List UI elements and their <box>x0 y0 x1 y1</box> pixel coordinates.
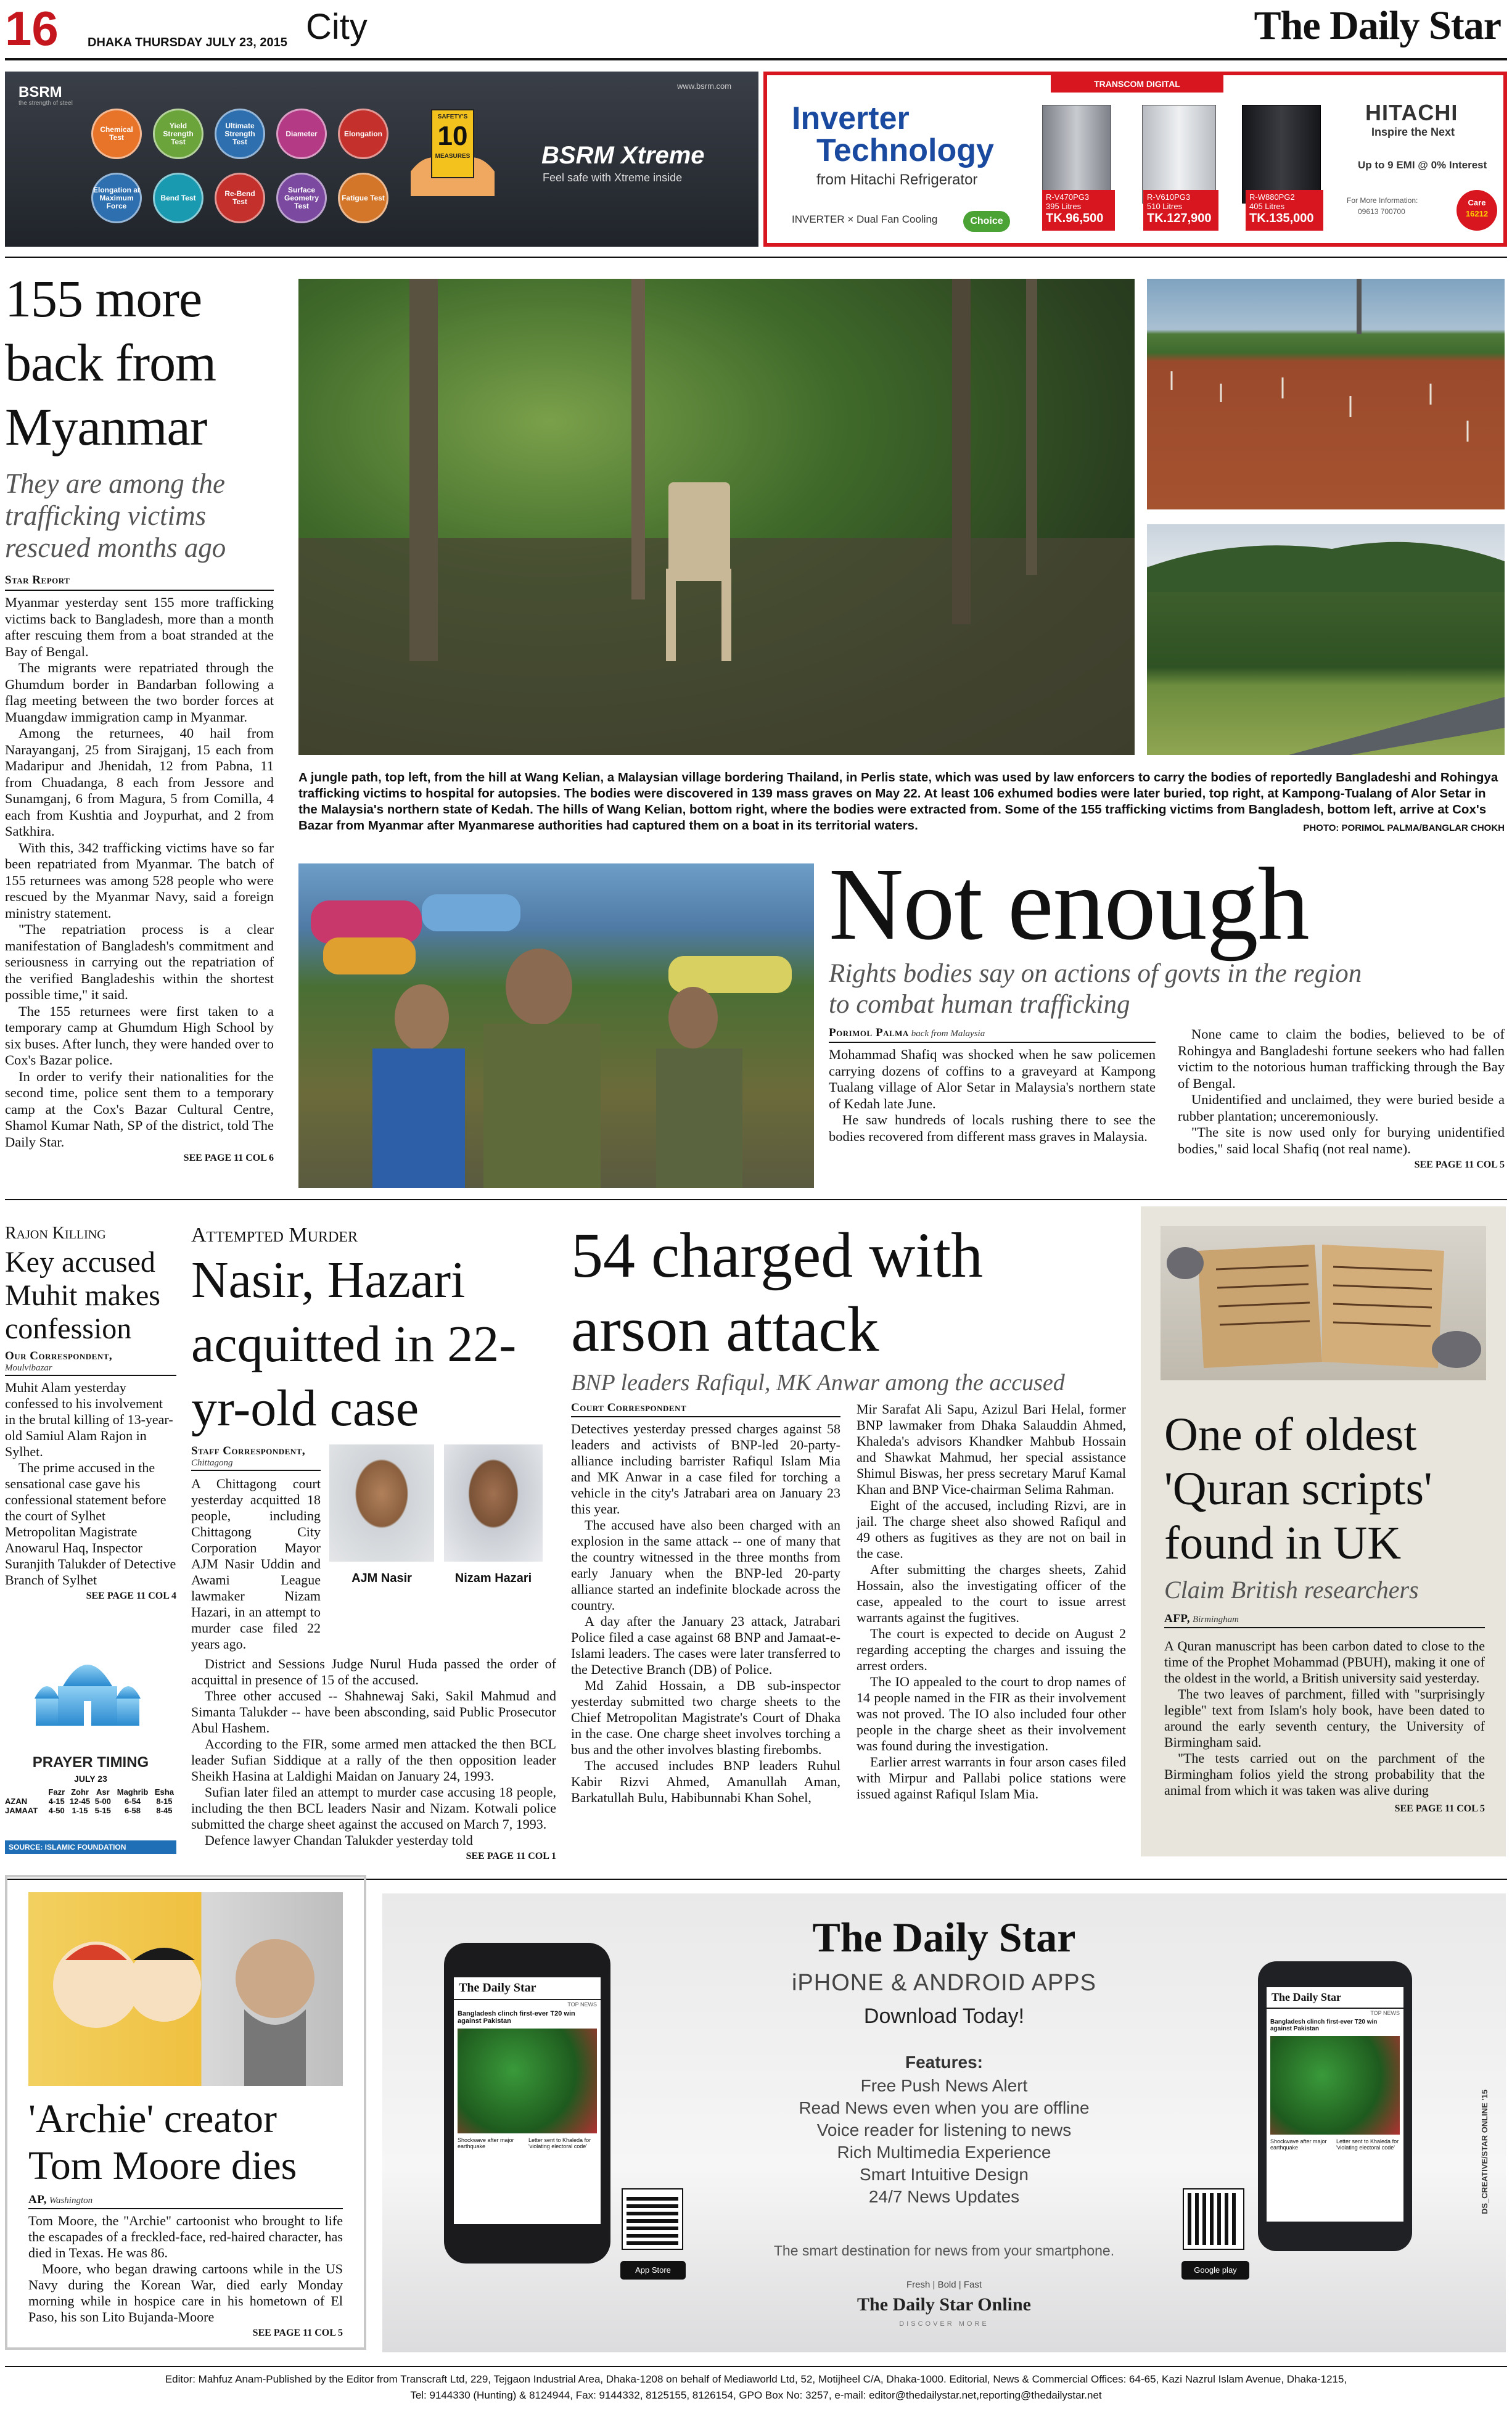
app-store-badge[interactable]: App Store <box>620 2261 686 2280</box>
prayer-date: JULY 23 <box>74 1774 107 1784</box>
headline: Nasir, Hazari acquitted in 22-yr-old case <box>191 1251 517 1437</box>
feature-item: Free Push News Alert <box>860 2076 1028 2095</box>
header-rule <box>5 58 1507 60</box>
prayer-header-cell: Fazr <box>48 1787 65 1797</box>
paragraph: A day after the January 23 attack, Jatrabari Police filed a case against 68 BNP and Jamaat-e-Islami leaders. The cases were later transferred to the Detective Branch (DB) of Police. <box>571 1613 840 1677</box>
prayer-cell: 4-15 <box>48 1797 65 1806</box>
hitachi-subtitle: from Hitachi Refrigerator <box>816 171 978 188</box>
photo-credit: PHOTO: PORIMOL PALMA/BANGLAR CHOKH <box>1303 823 1505 833</box>
price-value: TK.127,900 <box>1147 212 1212 225</box>
byline: AP, <box>28 2193 47 2206</box>
phone-masthead: The Daily Star <box>454 1977 601 2000</box>
hitachi-title-2: Technology <box>816 133 994 168</box>
article-body <box>191 1476 321 1652</box>
article-body <box>1164 1638 1485 1817</box>
paragraph: District and Sessions Judge Nurul Huda passed the order of acquittal in presence of 15 of the accused. <box>191 1656 556 1687</box>
paragraph: Mir Sarafat Ali Sapu, Azizul Bari Helal, former BNP lawmaker from Dhaka Salauddin Ahmed, Khaleda's advisors Khandker Mahbub Hossain and Shawkat Mahmud, her special assistance Shimul Biswas, her press secretary Maruf Kamal Khan and BNP Vice-chairman Selima Rahman. <box>857 1401 1126 1497</box>
feature-item: Smart Intuitive Design <box>860 2165 1029 2184</box>
dateline: Moulvibazar <box>5 1363 52 1373</box>
paragraph: He saw hundreds of locals rushing there to see the bodies recovered from different mass graves in Malaysia. <box>829 1112 1156 1144</box>
price-tag <box>1042 190 1115 231</box>
paragraph: The two leaves of parchment, filled with "surprisingly legible" text from Islam's holy book, have been dated to around the early seventh century, the University of Birmingham said. <box>1164 1686 1485 1750</box>
paragraph: Among the returnees, 40 hail from Narayanganj, 25 from Sirajganj, 15 each from Madaripur and Jhenidah, 12 from Pabna, 11 from Chuadanga, 8 each from Jessore and Sunamganj, 6 from Magura, 5 from Comilla, 4 each from Kushtia and Joypurhat, and 2 from Satkhira. <box>5 725 274 839</box>
dateline: Chittagong <box>191 1458 233 1468</box>
paragraph: Defence lawyer Chandan Talukder yesterday told <box>205 1832 473 1848</box>
photo-burial-site <box>1147 279 1505 509</box>
paragraph: Md Zahid Hossain, a DB sub-inspector yesterday submitted two charge sheets to the Chief Metropolitan Magistrate's Court of Dhaka in the case. One charge sheet involves torching a bus and the other involves blasting firebombs. <box>571 1678 840 1757</box>
paragraph: In order to verify their nationalities for the second time, police sent them to a temporary camp at the Cox's Bazar Cultural Centre, Shamol Kumar Nath, SP of the district, told The Daily Star. <box>5 1068 274 1150</box>
headline: 'Archie' creator Tom Moore dies <box>28 2096 297 2188</box>
portrait-nasir <box>329 1444 434 1562</box>
ad-daily-star-apps[interactable] <box>382 1893 1506 2352</box>
byline: Court Correspondent <box>571 1401 840 1417</box>
phone-top-news: TOP NEWS <box>567 2001 597 2008</box>
hitachi-emi: Up to 9 EMI @ 0% Interest <box>1358 159 1487 171</box>
see-page-link[interactable]: SEE PAGE 11 COL 1 <box>466 1851 556 1861</box>
paragraph: A Chittagong court yesterday acquitted 18 people, including Chittagong City Corporation Mayor AJM Nasir Uddin and Awami League lawmaker Nizam Hazari, in an attempt to murder case filed 22 years ago. <box>191 1476 321 1652</box>
fridge-3 <box>1242 105 1321 204</box>
dateline: Washington <box>49 2196 93 2206</box>
paragraph: With this, 342 trafficking victims have so far been repatriated from Myanmar. The batch of 155 returnees was among 528 people who were rescued by the Myanmar Navy, said a foreign ministry statement. <box>5 839 274 921</box>
see-page-link[interactable]: SEE PAGE 11 COL 6 <box>183 1153 274 1163</box>
phone-headline: Bangladesh clinch first-ever T20 win against Pakistan <box>1270 2019 1378 2032</box>
story-not-enough <box>829 847 1505 1190</box>
story-nasir <box>191 1224 556 1865</box>
byline-wrap <box>829 1026 1156 1043</box>
headline: Not enough <box>829 847 1309 962</box>
safety-sub: MEASURES <box>435 153 470 160</box>
prayer-timing <box>5 1637 176 1859</box>
transcom-brand: TRANSCOM DIGITAL <box>1051 75 1223 93</box>
paragraph: "The site is now used only for burying unidentified bodies," said local Shafiq (not real name). <box>1178 1124 1505 1156</box>
prayer-source: SOURCE: ISLAMIC FOUNDATION <box>5 1840 176 1854</box>
headline: One of oldest 'Quran scripts' found in UK <box>1164 1409 1432 1569</box>
prayer-cell: JAMAAT <box>5 1806 38 1815</box>
care-label: Care <box>1468 198 1486 207</box>
price-value: TK.96,500 <box>1046 212 1104 225</box>
article-body <box>191 1656 556 1848</box>
paragraph: Myanmar yesterday sent 155 more trafficking victims back to Bangladesh, more than a month after rescuing them from a boat stranded at the Bay of Bengal. <box>5 595 274 659</box>
phone-android-mockup <box>1258 1961 1412 2251</box>
ad-fresh-line: Fresh | Bold | Fast <box>906 2280 982 2290</box>
see-page-link[interactable]: SEE PAGE 11 COL 5 <box>1414 1160 1505 1170</box>
phone-top-news: TOP NEWS <box>1370 2010 1400 2016</box>
eco-badge: Choice <box>963 211 1010 232</box>
prayer-row <box>5 1806 176 1815</box>
paragraph: Muhit Alam yesterday confessed to his involvement in the brutal killing of 13-year-old Samiul Alam Rajon in Sylhet. <box>5 1380 173 1459</box>
byline: AFP, <box>1164 1612 1190 1625</box>
paragraph: A Quran manuscript has been carbon dated to close to the time of the Prophet Mohammad (PBUH), making it one of the oldest in the world, a British university said yesterday. <box>1164 1638 1485 1686</box>
fridge-1 <box>1042 105 1111 204</box>
test-badge: Diameter <box>276 109 327 159</box>
hitachi-feature: INVERTER × Dual Fan Cooling <box>792 213 938 225</box>
paragraph: Earlier arrest warrants in four arson cases filed with Mirpur and Pallabi police stations were issued against Rafiqul Islam Mia. <box>857 1754 1126 1802</box>
google-play-badge[interactable]: Google play <box>1181 2261 1249 2280</box>
bsrm-logo: BSRM <box>18 84 62 101</box>
price-litres: 510 Litres <box>1147 202 1183 211</box>
photo-archie-comic <box>28 1892 343 2086</box>
see-page-link[interactable]: SEE PAGE 11 COL 5 <box>252 2328 343 2338</box>
test-badge: Ultimate Strength Test <box>215 109 265 159</box>
subhead: BNP leaders Rafiqul, MK Anwar among the accused <box>571 1370 1065 1396</box>
paragraph: The migrants were repatriated through the Ghumdum border in Bandarban following a flag meeting between the two border forces at Muangdaw immigration camp in Myanmar. <box>5 660 274 725</box>
hitachi-brand-tag: Inspire the Next <box>1371 126 1455 138</box>
price-tag <box>1246 190 1323 231</box>
kicker: Attempted Murder <box>191 1224 358 1246</box>
paragraph: Unidentified and unclaimed, they were buried beside a rubber plantation; unceremoniously. <box>1178 1092 1505 1124</box>
paragraph: Sufian later filed an attempt to murder case accusing 18 people, including the then BCL leaders Nasir and Nizam. Kotwali police submitted the charge sheet against the accused on March 7, 1993. <box>191 1784 556 1832</box>
price-tag <box>1143 190 1218 231</box>
prayer-header-cell: Asr <box>96 1787 110 1797</box>
footer-contact: Tel: 9144330 (Hunting) & 8124944, Fax: 9144332, 8125155, 8126154, GPO Box No: 3257, e-mail: editor@thedailystar.net,reporting@thedailystar.net <box>410 2389 1102 2401</box>
article-body <box>5 595 274 1150</box>
hitachi-info-label: For More Information: <box>1347 196 1418 205</box>
ad-hitachi[interactable] <box>763 72 1507 247</box>
prayer-header-cell: Esha <box>154 1787 174 1797</box>
mid-rule <box>5 1199 1507 1200</box>
test-badge: Re-Bend Test <box>215 173 265 223</box>
price-litres: 405 Litres <box>1249 202 1285 211</box>
test-badge: Chemical Test <box>91 109 142 159</box>
feature-item: Voice reader for listening to news <box>816 2120 1072 2140</box>
feature-item: Read News even when you are offline <box>799 2098 1090 2117</box>
paragraph: Moore, who began drawing cartoons while in the US Navy during the Korean War, died early Monday morning while in hospice care in his hometown of El Paso, his son Lito Bujanda-Moore <box>28 2261 343 2325</box>
photo-wang-kelian-hills <box>1147 524 1505 755</box>
hitachi-title-1: Inverter <box>792 101 910 136</box>
hitachi-info-phone: 09613 700700 <box>1358 207 1405 216</box>
bsrm-tagline: Feel safe with Xtreme inside <box>543 171 683 184</box>
byline: Porimol Palma <box>829 1026 909 1039</box>
prayer-cell: 12-45 <box>69 1797 91 1806</box>
paragraph: The IO appealed to the court to drop names of 14 people named in the FIR as their involvement was not proved. The IO also included four other people in the charge sheet as their involvement was found during the investigation. <box>857 1674 1126 1753</box>
footer-imprint: Editor: Mahfuz Anam-Published by the Editor from Transcraft Ltd, 229, Tejgaon Industrial Area, Dhaka-1208 on behalf of Mediaworld Ltd, 52, Motijheel C/A, Dhaka-1000. Editorial, News & Commercial Offices: 64-65, Kazi Nazrul Islam Avenue, Dhaka-1215, <box>165 2373 1347 2385</box>
headline: 54 charged with arson attack <box>571 1220 984 1365</box>
byline: Staff Correspondent, <box>191 1444 306 1457</box>
safety-title: SAFETY'S <box>437 113 468 120</box>
test-badge: Elongation <box>338 109 388 159</box>
article-body <box>829 1047 1156 1145</box>
article-body <box>28 2213 343 2325</box>
subhead: They are among the trafficking victims rescued months ago <box>5 468 226 563</box>
paragraph: After submitting the charges sheets, Zahid Hossain, also the investigating officer of the case, appealed to the court to issue arrest warrants against the fugitives. <box>857 1562 1126 1625</box>
prayer-cell: 6-58 <box>125 1806 141 1815</box>
prayer-header-row <box>5 1787 176 1797</box>
ad-online: The Daily Star Online <box>857 2294 1031 2315</box>
date-line: DHAKA THURSDAY JULY 23, 2015 <box>88 36 287 49</box>
byline: Star Report <box>5 574 274 591</box>
care-badge <box>1457 190 1497 231</box>
feature-item: 24/7 News Updates <box>868 2187 1020 2206</box>
paragraph: The accused includes BNP leaders Ruhul Kabir Rizvi Ahmed, Amanullah Aman, Barkatullah Bulu, Habibunnabi Khan Sohel, <box>571 1758 840 1805</box>
headline: 155 more back from Myanmar <box>5 269 216 456</box>
prayer-header-cell: Zohr <box>71 1787 89 1797</box>
prayer-table <box>5 1787 176 1815</box>
prayer-cell: 1-15 <box>72 1806 88 1815</box>
price-value: TK.135,000 <box>1249 212 1314 225</box>
prayer-header-cell: Maghrib <box>117 1787 149 1797</box>
paragraph: Mohammad Shafiq was shocked when he saw policemen carrying dozens of coffins to a graveyard at Kampong Tualang village of Alor Setar in Malaysia's northern state of Kedah late June. <box>829 1047 1156 1111</box>
paragraph: According to the FIR, some armed men attacked the then BCL leader Sufian Siddique at a rally of the then opposition leader Sheikh Hasina at Laldighi Maidan on January 24, 1993. <box>191 1736 556 1784</box>
phone-news-item: Shockwave after major earthquake <box>458 2137 514 2149</box>
paragraph: "The tests carried out on the parchment of the Birmingham folios yield the strong probability that the animal from which it was taken was alive during <box>1164 1750 1485 1798</box>
prayer-cell: 8-15 <box>156 1797 173 1806</box>
see-page-link[interactable]: SEE PAGE 11 COL 5 <box>1394 1803 1485 1814</box>
kicker: Rajon Killing <box>5 1224 106 1243</box>
ad-bottom-rule <box>5 257 1507 258</box>
caption-text: A jungle path, top left, from the hill at Wang Kelian, a Malaysian village bordering Thailand, in Perlis state, which was used by law enforcers to carry the bodies of reportedly Bangladeshi and Rohingya trafficking victims to hospital for autopsies. The bodies were discovered in 139 mass graves on May 22. At least 106 exhumed bodies were later buried, top right, at Kampong-Tualang of Alor Setar in the Malaysia's northern state of Kedah. The hills of Wang Kelian, bottom right, where the bodies were extracted from. Some of the 155 trafficking victims from Bangladesh, bottom left, arrive at Cox's Bazar from Myanmar after Myanmarese authorities had captured them on a boat in its territorial waters. <box>298 770 1498 833</box>
story-arson <box>571 1219 1126 1872</box>
prayer-cell: 4-50 <box>48 1806 65 1815</box>
story-muhit <box>5 1224 176 1631</box>
byline: Our Correspondent, <box>5 1349 113 1362</box>
prayer-cell: 5-15 <box>94 1806 111 1815</box>
section-name: City <box>306 7 368 47</box>
bsrm-brand: BSRM Xtreme <box>541 142 705 169</box>
article-body <box>857 1401 1126 1802</box>
story-myanmar <box>5 266 274 1185</box>
price-model: R-V610PG3 <box>1147 192 1191 202</box>
photo-jungle-path <box>298 279 1135 755</box>
hitachi-brand: HITACHI <box>1365 100 1458 125</box>
test-badge: Yield Strength Test <box>153 109 203 159</box>
masthead: The Daily Star <box>1254 3 1501 48</box>
photo-returnees <box>298 863 814 1188</box>
subhead: Rights bodies say on actions of govts in the region to combat human trafficking <box>829 959 1362 1019</box>
paragraph: Detectives yesterday pressed charges against 58 leaders and activists of BNP-led 20-party-alliance including barrister Rafiqul Islam Mia and MK Anwar in a case filed for torching a vehicle in the city's Jatrabari area on January 23 this year. <box>571 1421 840 1517</box>
fridge-2 <box>1142 105 1216 204</box>
dateline: Birmingham <box>1192 1615 1239 1625</box>
safety-number: 10 <box>437 121 468 151</box>
ad-bsrm[interactable] <box>5 72 758 247</box>
prayer-row <box>5 1797 176 1806</box>
paragraph: The 155 returnees were first taken to a temporary camp at Ghumdum High School by six buses. After lunch, they were handed over to Cox's Bazar police. <box>5 1003 274 1068</box>
article-body <box>5 1380 176 1588</box>
paragraph: Three other accused -- Shahnewaj Saki, Sakil Mahmud and Simanta Talukder -- have been absconding, said Public Prosecutor Abul Hashem. <box>191 1688 556 1736</box>
price-model: R-W880PG2 <box>1249 192 1295 202</box>
ad-title: iPHONE & ANDROID APPS <box>791 1970 1096 1996</box>
photo-quran-manuscript <box>1161 1226 1486 1380</box>
test-badge: Bend Test <box>153 173 203 223</box>
article-body <box>1178 1026 1505 1157</box>
paragraph: Eight of the accused, including Rizvi, are in jail. The charge sheet also showed Rafiqul and 49 others as fugitives as they are not on bail in the case. <box>857 1497 1126 1561</box>
ad-side-code: DS_CREATIVE/STAR ONLINE '15 <box>1480 2090 1489 2214</box>
footer-rule <box>5 2366 1507 2367</box>
dateline: back from Malaysia <box>911 1029 985 1039</box>
paragraph: "The repatriation process is a clear manifestation of Bangladesh's commitment and seriousness in carrying out the repatriation of the verified Bangladeshis within the shortest possible time," it said. <box>5 921 274 1002</box>
subhead: Claim British researchers <box>1164 1576 1419 1604</box>
test-badge: Fatigue Test <box>338 173 388 223</box>
bsrm-logo-sub: the strength of steel <box>18 100 73 107</box>
prayer-cell: 5-00 <box>94 1797 111 1806</box>
mosque-icon <box>26 1637 149 1729</box>
paragraph: Tom Moore, the "Archie" cartoonist who brought to life the escapades of a freckled-face, red-haired character, has died in Texas. He was 86. <box>28 2213 343 2260</box>
phone-news-item: Letter sent to Khaleda for 'violating electoral code' <box>1336 2138 1399 2151</box>
headline: Key accused Muhit makes confession <box>5 1246 160 1345</box>
bsrm-url: www.bsrm.com <box>677 81 732 91</box>
paragraph: The prime accused in the sensational case gave his confessional statement before the court of Sylhet Metropolitan Magistrate Anowarul Haq, Inspector Suranjith Talukder of Detective Branch of Sylhet <box>5 1460 176 1588</box>
ad-download: Download Today! <box>863 2004 1025 2028</box>
page-number: 16 <box>5 1 59 56</box>
phone-headline: Bangladesh clinch first-ever T20 win against Pakistan <box>458 2010 575 2025</box>
qr-code-android <box>1184 2189 1243 2249</box>
test-badge: Elongation at Maximum Force <box>91 173 142 223</box>
ad-discover: DISCOVER MORE <box>899 2320 989 2328</box>
price-litres: 395 Litres <box>1046 202 1082 211</box>
test-badge: Surface Geometry Test <box>276 173 327 223</box>
feature-item: Rich Multimedia Experience <box>837 2143 1051 2162</box>
prayer-header-cell <box>5 1787 46 1797</box>
phone-news-item: Letter sent to Khaleda for 'violating electoral code' <box>528 2137 591 2149</box>
article-body <box>571 1421 840 1806</box>
portrait-hazari <box>444 1444 543 1562</box>
photo-label: AJM Nasir <box>351 1572 412 1585</box>
photo-caption <box>298 770 1505 836</box>
care-number: 16212 <box>1465 209 1489 218</box>
price-model: R-V470PG3 <box>1046 192 1090 202</box>
phone-masthead: The Daily Star <box>1267 1987 1403 2009</box>
prayer-cell: 6-54 <box>125 1797 141 1806</box>
phone-news-item: Shockwave after major earthquake <box>1270 2138 1327 2151</box>
features-title: Features: <box>905 2053 984 2072</box>
phone-photo <box>1270 2036 1400 2135</box>
paragraph: None came to claim the bodies, believed to be of Rohingya and Bangladeshi fortune seekers who had fallen victim to the notorious human trafficking through the Bay of Bengal. <box>1178 1026 1505 1091</box>
story-quran <box>1141 1206 1506 1856</box>
story-archie <box>5 1875 366 2350</box>
paragraph: The court is expected to decide on August 2 regarding accepting the charges and issuing the arrest orders. <box>857 1626 1126 1673</box>
photo-label: Nizam Hazari <box>454 1572 532 1585</box>
prayer-title: PRAYER TIMING <box>32 1754 149 1771</box>
prayer-cell: AZAN <box>5 1797 28 1806</box>
ad-masthead: The Daily Star <box>812 1914 1076 1961</box>
prayer-cell: 8-45 <box>156 1806 173 1815</box>
see-page-link[interactable]: SEE PAGE 11 COL 4 <box>86 1591 176 1601</box>
paragraph: The accused have also been charged with an explosion in the same attack -- one of many that the country witnessed in the three months from early January when the BNP-led 20-party alliance started an indefinite blockade across the country. <box>571 1517 840 1613</box>
ad-tagline: The smart destination for news from your smartphone. <box>773 2243 1115 2259</box>
